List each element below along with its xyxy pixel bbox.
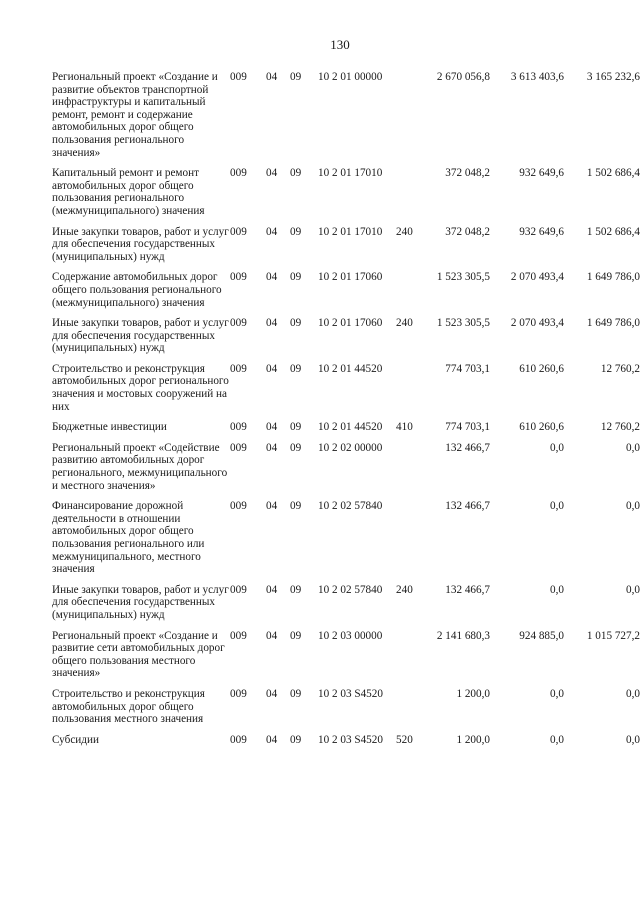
row-expense-type: 240 xyxy=(396,225,413,238)
row-grbs-code: 009 xyxy=(230,687,247,700)
row-expense-type xyxy=(396,442,424,500)
row-amount-year-3: 12 760,2 xyxy=(600,421,640,434)
row-amount-year-1: 372 048,2 xyxy=(445,225,490,238)
row-section-code: 04 xyxy=(266,167,278,180)
row-grbs-code: 009 xyxy=(230,733,247,746)
row-amount-year-3: 1 015 727,2 xyxy=(586,629,640,642)
row-subsection-code: 09 xyxy=(290,317,302,330)
row-subsection-code: 09 xyxy=(290,167,302,180)
table-row xyxy=(52,584,640,630)
table-row xyxy=(52,363,640,421)
table-row xyxy=(52,226,640,272)
row-amount-year-2: 0,0 xyxy=(550,500,564,513)
row-grbs-code: 009 xyxy=(230,317,247,330)
row-amount-year-2: 0,0 xyxy=(550,687,564,700)
row-subsection-code: 09 xyxy=(290,733,302,746)
row-amount-year-2: 924 885,0 xyxy=(519,629,564,642)
row-target-article: 10 2 01 00000 xyxy=(318,71,383,83)
page-number: 130 xyxy=(330,37,350,52)
row-section-code: 04 xyxy=(266,362,278,375)
row-amount-year-3: 0,0 xyxy=(626,500,640,513)
row-amount-year-1: 774 703,1 xyxy=(445,362,490,375)
row-grbs-code: 009 xyxy=(230,71,247,83)
row-target-article: 10 2 03 00000 xyxy=(318,629,383,642)
row-name: Капитальный ремонт и ремонт автомобильных дорог общего пользования регионального (межмуниципального) значения xyxy=(52,167,205,217)
row-grbs-code: 009 xyxy=(230,583,247,596)
row-amount-year-1: 1 523 305,5 xyxy=(436,317,490,330)
row-amount-year-1: 132 466,7 xyxy=(445,583,490,596)
row-name: Строительство и реконструкция автомобильных дорог регионального значения и мостовых сооружений на них xyxy=(52,362,229,413)
row-section-code: 04 xyxy=(266,733,278,746)
row-subsection-code: 09 xyxy=(290,583,302,596)
row-amount-year-2: 0,0 xyxy=(550,583,564,596)
row-subsection-code: 09 xyxy=(290,71,302,83)
row-target-article: 10 2 01 44520 xyxy=(318,421,383,434)
row-amount-year-3: 1 502 686,4 xyxy=(586,225,640,238)
row-target-article: 10 2 01 17060 xyxy=(318,317,383,330)
table-row xyxy=(52,500,640,584)
row-grbs-code: 009 xyxy=(230,629,247,642)
row-section-code: 04 xyxy=(266,225,278,238)
row-amount-year-2: 3 613 403,6 xyxy=(510,71,564,83)
row-amount-year-3: 0,0 xyxy=(626,441,640,454)
table-row xyxy=(52,421,640,442)
row-amount-year-1: 1 200,0 xyxy=(456,687,490,700)
row-subsection-code: 09 xyxy=(290,271,302,284)
table-row xyxy=(52,734,640,755)
row-section-code: 04 xyxy=(266,441,278,454)
table-row xyxy=(52,630,640,688)
row-amount-year-1: 2 670 056,8 xyxy=(436,71,490,83)
table-row xyxy=(52,442,640,500)
row-amount-year-1: 1 523 305,5 xyxy=(436,271,490,284)
row-amount-year-3: 0,0 xyxy=(626,687,640,700)
table-row xyxy=(52,271,640,317)
row-section-code: 04 xyxy=(266,271,278,284)
row-amount-year-1: 132 466,7 xyxy=(445,500,490,513)
row-section-code: 04 xyxy=(266,421,278,434)
row-name: Иные закупки товаров, работ и услуг для обеспечения государственных (муниципальных) нужд xyxy=(52,225,229,263)
table-row xyxy=(52,688,640,734)
table-row xyxy=(52,317,640,363)
row-amount-year-3: 1 649 786,0 xyxy=(586,317,640,330)
row-name: Финансирование дорожной деятельности в отношении автомобильных дорог общего пользования регионального или межмуниципального, местного значения xyxy=(52,500,205,576)
row-name: Содержание автомобильных дорог общего пользования регионального (межмуниципального) значения xyxy=(52,271,222,309)
row-amount-year-1: 774 703,1 xyxy=(445,421,490,434)
row-section-code: 04 xyxy=(266,71,278,83)
row-name: Строительство и реконструкция автомобильных дорог общего пользования местного значения xyxy=(52,687,205,726)
row-amount-year-3: 12 760,2 xyxy=(600,362,640,375)
row-name: Иные закупки товаров, работ и услуг для обеспечения государственных (муниципальных) нужд xyxy=(52,317,229,355)
row-amount-year-3: 0,0 xyxy=(626,733,640,746)
row-name: Региональный проект «Содействие развитию автомобильных дорог регионального, межмуниципального и местного значения» xyxy=(52,441,228,492)
row-expense-type: 410 xyxy=(396,421,413,434)
table-row xyxy=(52,71,640,167)
row-name: Иные закупки товаров, работ и услуг для обеспечения государственных (муниципальных) нужд xyxy=(52,583,229,621)
row-amount-year-1: 2 141 680,3 xyxy=(436,629,490,642)
table-row xyxy=(52,167,640,225)
row-section-code: 04 xyxy=(266,583,278,596)
row-target-article: 10 2 01 17010 xyxy=(318,167,383,180)
row-expense-type: 240 xyxy=(396,583,413,596)
row-amount-year-2: 0,0 xyxy=(550,441,564,454)
row-subsection-code: 09 xyxy=(290,362,302,375)
row-subsection-code: 09 xyxy=(290,687,302,700)
row-expense-type: 240 xyxy=(396,317,413,330)
row-grbs-code: 009 xyxy=(230,225,247,238)
row-amount-year-2: 932 649,6 xyxy=(519,225,564,238)
row-expense-type xyxy=(396,271,424,317)
row-subsection-code: 09 xyxy=(290,500,302,513)
row-name: Бюджетные инвестиции xyxy=(52,421,167,434)
row-grbs-code: 009 xyxy=(230,362,247,375)
row-amount-year-1: 132 466,7 xyxy=(445,441,490,454)
row-section-code: 04 xyxy=(266,629,278,642)
row-expense-type xyxy=(396,167,424,225)
row-subsection-code: 09 xyxy=(290,421,302,434)
row-grbs-code: 009 xyxy=(230,167,247,180)
row-target-article: 10 2 02 00000 xyxy=(318,441,383,454)
row-expense-type xyxy=(396,688,424,734)
row-expense-type xyxy=(396,630,424,688)
row-expense-type xyxy=(396,71,424,167)
row-grbs-code: 009 xyxy=(230,441,247,454)
row-subsection-code: 09 xyxy=(290,225,302,238)
row-subsection-code: 09 xyxy=(290,629,302,642)
row-amount-year-2: 2 070 493,4 xyxy=(510,317,564,330)
row-section-code: 04 xyxy=(266,317,278,330)
row-amount-year-1: 372 048,2 xyxy=(445,167,490,180)
row-amount-year-2: 932 649,6 xyxy=(519,167,564,180)
row-grbs-code: 009 xyxy=(230,421,247,434)
row-target-article: 10 2 02 57840 xyxy=(318,500,383,513)
row-amount-year-3: 1 649 786,0 xyxy=(586,271,640,284)
row-amount-year-3: 0,0 xyxy=(626,583,640,596)
row-name: Региональный проект «Создание и развитие объектов транспортной инфраструктуры и капитальный ремонт, ремонт и содержание автомобильных дорог общего пользования регионального значения» xyxy=(52,71,218,159)
row-amount-year-1: 1 200,0 xyxy=(456,733,490,746)
row-amount-year-3: 1 502 686,4 xyxy=(586,167,640,180)
row-target-article: 10 2 01 17010 xyxy=(318,225,383,238)
row-section-code: 04 xyxy=(266,687,278,700)
row-amount-year-2: 2 070 493,4 xyxy=(510,271,564,284)
row-section-code: 04 xyxy=(266,500,278,513)
row-subsection-code: 09 xyxy=(290,441,302,454)
row-target-article: 10 2 01 44520 xyxy=(318,362,383,375)
budget-table xyxy=(52,71,640,754)
row-amount-year-3: 3 165 232,6 xyxy=(586,71,640,83)
row-name: Региональный проект «Создание и развитие сети автомобильных дорог общего пользования местного значения» xyxy=(52,629,225,680)
row-amount-year-2: 610 260,6 xyxy=(519,421,564,434)
row-target-article: 10 2 01 17060 xyxy=(318,271,383,284)
row-target-article: 10 2 02 57840 xyxy=(318,583,383,596)
row-target-article: 10 2 03 S4520 xyxy=(318,733,383,746)
row-amount-year-2: 610 260,6 xyxy=(519,362,564,375)
row-expense-type xyxy=(396,500,424,584)
row-name: Субсидии xyxy=(52,733,99,746)
row-grbs-code: 009 xyxy=(230,500,247,513)
row-grbs-code: 009 xyxy=(230,271,247,284)
row-target-article: 10 2 03 S4520 xyxy=(318,687,383,700)
row-expense-type xyxy=(396,363,424,421)
row-expense-type: 520 xyxy=(396,733,413,746)
row-amount-year-2: 0,0 xyxy=(550,733,564,746)
